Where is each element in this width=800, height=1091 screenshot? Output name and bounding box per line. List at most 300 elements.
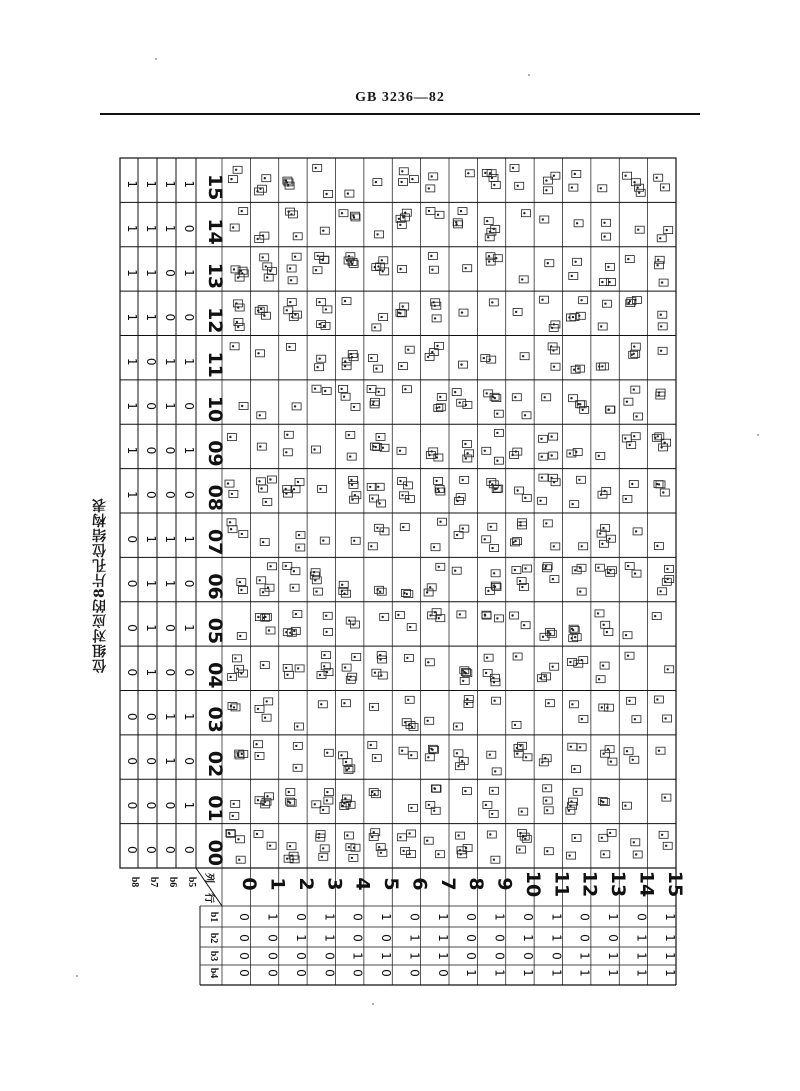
- col-bit-08-0: 1: [125, 490, 139, 499]
- punched-hole-pattern-icon: [489, 299, 498, 306]
- row-bit-11-0: 1: [549, 913, 564, 921]
- hole-dot: [572, 316, 574, 318]
- hole-dot: [287, 800, 289, 802]
- punched-hole-pattern-icon: [462, 441, 471, 448]
- hole-dot: [628, 700, 630, 702]
- col-code-05: 05: [204, 617, 226, 645]
- hole-dot: [399, 268, 401, 270]
- hole-dot: [268, 629, 270, 631]
- punched-hole-pattern-icon: [457, 399, 466, 406]
- punched-hole-pattern-icon: [607, 829, 616, 836]
- punched-hole-pattern-icon: [409, 804, 418, 811]
- punched-hole-pattern-icon: [596, 676, 605, 683]
- punched-hole-pattern-icon: [489, 174, 498, 181]
- hole-dot: [325, 615, 327, 617]
- punched-hole-pattern-icon: [295, 478, 304, 485]
- hole-dot: [380, 674, 382, 676]
- punched-hole-pattern-icon: [352, 492, 361, 499]
- hole-dot: [298, 534, 300, 536]
- hole-dot: [379, 654, 381, 656]
- hole-dot: [374, 757, 376, 759]
- punched-hole-pattern-icon: [290, 584, 299, 591]
- punched-hole-pattern-icon: [513, 653, 522, 660]
- punched-hole-pattern-icon: [237, 579, 246, 586]
- punched-hole-pattern-icon: [425, 754, 434, 761]
- row-bit-11-2: 0: [549, 952, 564, 960]
- hole-dot: [491, 547, 493, 549]
- row-bit-1-0: 1: [265, 913, 280, 921]
- punched-hole-pattern-icon: [235, 665, 244, 672]
- hole-dot: [546, 850, 548, 852]
- hole-dot: [633, 841, 635, 843]
- punched-hole-pattern-icon: [432, 315, 441, 322]
- punched-hole-pattern-icon: [546, 700, 555, 707]
- hole-dot: [288, 791, 290, 793]
- hole-dot: [257, 616, 259, 618]
- punched-hole-pattern-icon: [659, 444, 668, 451]
- hole-dot: [540, 438, 542, 440]
- punched-hole-pattern-icon: [664, 227, 673, 234]
- punched-hole-pattern-icon: [408, 752, 417, 759]
- punched-hole-pattern-icon: [518, 742, 527, 749]
- row-bit-3-1: 1: [322, 934, 337, 942]
- hole-dot: [295, 745, 297, 747]
- row-bit-14-0: 0: [634, 913, 649, 921]
- scan-speck: [528, 74, 530, 76]
- punched-hole-pattern-icon: [313, 267, 322, 274]
- punched-hole-pattern-icon: [512, 721, 521, 728]
- punched-hole-pattern-icon: [494, 615, 503, 622]
- col-bit-11-1: 0: [144, 357, 158, 366]
- hole-dot: [382, 447, 384, 449]
- hole-dot: [371, 497, 373, 499]
- punched-hole-pattern-icon: [352, 654, 361, 661]
- punched-hole-pattern-icon: [623, 632, 632, 639]
- hole-dot: [256, 833, 258, 835]
- punched-hole-pattern-icon: [427, 584, 436, 591]
- punched-hole-pattern-icon: [378, 672, 387, 679]
- hole-dot: [544, 757, 546, 759]
- row-header-b3: b3: [208, 950, 219, 962]
- hole-dot: [656, 698, 658, 700]
- hole-dot: [315, 167, 317, 169]
- hole-dot: [428, 187, 430, 189]
- hole-dot: [657, 435, 659, 437]
- hole-dot: [286, 674, 288, 676]
- punched-hole-pattern-icon: [652, 434, 661, 441]
- hole-dot: [323, 654, 325, 656]
- hole-dot: [552, 578, 554, 580]
- hole-dot: [514, 396, 516, 398]
- col-bit-01-3: 1: [182, 801, 196, 810]
- hole-dot: [570, 746, 572, 748]
- row-bit-14-1: 1: [634, 934, 649, 942]
- punched-hole-pattern-icon: [513, 308, 522, 315]
- hole-dot: [515, 655, 517, 657]
- hole-dot: [342, 805, 344, 807]
- hole-dot: [373, 831, 375, 833]
- hole-dot: [661, 281, 663, 283]
- hole-dot: [552, 349, 554, 351]
- hole-dot: [259, 579, 261, 581]
- punched-hole-pattern-icon: [376, 388, 385, 395]
- hole-dot: [568, 854, 570, 856]
- hole-dot: [266, 795, 268, 797]
- hole-dot: [654, 437, 656, 439]
- hole-dot: [633, 388, 635, 390]
- hole-dot: [462, 527, 464, 529]
- hole-dot: [545, 522, 547, 524]
- hole-dot: [382, 270, 384, 272]
- row-bit-2-0: 0: [293, 913, 308, 921]
- hole-dot: [374, 672, 376, 674]
- row-bit-10-2: 0: [520, 952, 535, 960]
- punched-hole-pattern-icon: [600, 662, 609, 669]
- hole-dot: [318, 301, 320, 303]
- punched-hole-pattern-icon: [658, 323, 667, 330]
- punched-hole-pattern-icon: [424, 589, 433, 596]
- hole-dot: [238, 859, 240, 861]
- punched-hole-pattern-icon: [339, 752, 348, 759]
- col-bit-05-0: 0: [125, 624, 139, 632]
- punched-hole-pattern-icon: [431, 544, 440, 551]
- hole-dot: [369, 486, 371, 488]
- hole-dot: [408, 832, 410, 834]
- punched-hole-pattern-icon: [341, 393, 350, 400]
- hole-dot: [411, 726, 413, 728]
- hole-dot: [579, 403, 581, 405]
- hole-dot: [598, 455, 600, 457]
- punched-hole-pattern-icon: [318, 485, 327, 492]
- punched-hole-pattern-icon: [285, 671, 294, 678]
- hole-dot: [241, 753, 243, 755]
- hole-dot: [239, 635, 241, 637]
- punched-hole-pattern-icon: [490, 787, 499, 794]
- hole-dot: [322, 539, 324, 541]
- punched-hole-pattern-icon: [632, 716, 641, 723]
- row-bit-13-2: 1: [606, 952, 621, 960]
- hole-dot: [404, 388, 406, 390]
- col-bit-03-3: 1: [182, 712, 196, 721]
- hole-dot: [294, 405, 296, 407]
- punched-hole-pattern-icon: [368, 742, 377, 749]
- hole-dot: [466, 698, 468, 700]
- punched-hole-pattern-icon: [595, 564, 604, 571]
- hole-dot: [661, 834, 663, 836]
- row-bit-12-1: 0: [577, 934, 592, 942]
- row-code-1: 1: [266, 877, 289, 891]
- hole-dot: [428, 210, 430, 212]
- hole-dot: [545, 189, 547, 191]
- hole-dot: [340, 754, 342, 756]
- row-bit-7-0: 1: [435, 913, 450, 921]
- hole-dot: [455, 223, 457, 225]
- hole-dot: [269, 478, 271, 480]
- hole-dot: [515, 311, 517, 313]
- punched-hole-pattern-icon: [317, 672, 326, 679]
- punched-hole-pattern-icon: [459, 309, 468, 316]
- hole-dot: [380, 852, 382, 854]
- punched-hole-pattern-icon: [487, 356, 496, 363]
- hole-dot: [484, 450, 486, 452]
- hole-dot: [350, 479, 352, 481]
- col-bit-03-0: 0: [125, 712, 139, 721]
- hole-dot: [321, 856, 323, 858]
- hole-dot: [547, 262, 549, 264]
- hole-dot: [636, 187, 638, 189]
- hole-dot: [297, 667, 299, 669]
- hole-dot: [431, 269, 433, 271]
- punched-hole-pattern-icon: [438, 518, 447, 525]
- punched-hole-pattern-icon: [482, 536, 491, 543]
- hole-dot: [233, 706, 235, 708]
- hole-dot: [545, 799, 547, 801]
- punched-hole-pattern-icon: [317, 355, 326, 362]
- col-bit-13-1: 1: [144, 269, 158, 277]
- punched-hole-pattern-icon: [237, 633, 246, 640]
- hole-dot: [598, 678, 600, 680]
- punched-hole-pattern-icon: [576, 476, 585, 483]
- hole-dot: [545, 787, 547, 789]
- hole-dot: [266, 700, 268, 702]
- hole-dot: [285, 451, 287, 453]
- hole-dot: [325, 631, 327, 633]
- punched-hole-pattern-icon: [459, 757, 468, 764]
- hole-dot: [629, 444, 631, 446]
- scan-speck: [757, 434, 759, 436]
- hole-dot: [433, 301, 435, 303]
- row-bit-5-3: 0: [379, 969, 394, 977]
- hole-dot: [370, 357, 372, 359]
- punched-hole-pattern-icon: [458, 208, 467, 215]
- punched-hole-pattern-icon: [287, 265, 296, 272]
- hole-dot: [455, 725, 457, 727]
- punched-hole-pattern-icon: [239, 403, 248, 410]
- punched-hole-pattern-icon: [652, 613, 661, 620]
- hole-dot: [524, 838, 526, 840]
- punched-hole-pattern-icon: [256, 350, 265, 357]
- hole-dot: [465, 267, 467, 269]
- punched-hole-pattern-icon: [265, 793, 274, 800]
- punched-hole-pattern-icon: [399, 747, 408, 754]
- hole-dot: [323, 665, 325, 667]
- hole-dot: [400, 365, 402, 367]
- punched-hole-pattern-icon: [604, 704, 613, 711]
- hole-dot: [427, 720, 429, 722]
- col-code-08: 08: [204, 484, 226, 512]
- hole-dot: [257, 755, 259, 757]
- hole-dot: [406, 593, 408, 595]
- hole-dot: [667, 578, 669, 580]
- hole-dot: [378, 436, 380, 438]
- hole-dot: [437, 488, 439, 490]
- punched-hole-pattern-icon: [539, 453, 548, 460]
- punched-hole-pattern-icon: [492, 768, 501, 775]
- punched-hole-pattern-icon: [437, 394, 446, 401]
- punched-hole-pattern-icon: [632, 179, 641, 186]
- punched-hole-pattern-icon: [601, 851, 610, 858]
- hole-dot: [229, 436, 231, 438]
- punched-hole-pattern-icon: [567, 852, 576, 859]
- hole-dot: [263, 315, 265, 317]
- hole-dot: [602, 753, 604, 755]
- punched-hole-pattern-icon: [515, 487, 524, 494]
- hole-dot: [264, 717, 266, 719]
- punched-hole-pattern-icon: [371, 398, 380, 405]
- hole-dot: [664, 796, 666, 798]
- hole-dot: [663, 442, 665, 444]
- punched-hole-pattern-icon: [425, 717, 434, 724]
- hole-dot: [521, 586, 523, 588]
- hole-dot: [521, 278, 523, 280]
- hole-dot: [287, 210, 289, 212]
- hole-dot: [378, 391, 380, 393]
- hole-dot: [547, 702, 549, 704]
- punched-hole-pattern-icon: [261, 312, 270, 319]
- punched-hole-pattern-icon: [402, 386, 411, 393]
- hole-dot: [660, 314, 662, 316]
- hole-dot: [352, 215, 354, 217]
- punched-hole-pattern-icon: [322, 652, 331, 659]
- punched-hole-pattern-icon: [317, 299, 326, 306]
- col-code-14: 14: [204, 218, 226, 245]
- row-bit-12-3: 1: [577, 969, 592, 977]
- hole-dot: [285, 667, 287, 669]
- col-bit-04-3: 0: [182, 668, 196, 677]
- row-bit-14-3: 1: [634, 969, 649, 977]
- hole-dot: [371, 706, 373, 708]
- hole-dot: [553, 545, 555, 547]
- hole-dot: [462, 680, 464, 682]
- col-bit-11-3: 1: [182, 357, 196, 366]
- punched-hole-pattern-icon: [542, 755, 551, 762]
- col-bit-00-3: 0: [182, 845, 196, 854]
- hole-dot: [233, 268, 235, 270]
- punched-hole-pattern-icon: [287, 299, 296, 306]
- punched-hole-pattern-icon: [598, 323, 607, 330]
- punched-hole-pattern-icon: [344, 832, 353, 839]
- punched-hole-pattern-icon: [238, 587, 247, 594]
- hole-dot: [600, 325, 602, 327]
- row-bit-5-0: 1: [379, 913, 394, 921]
- col-bit-08-3: 0: [182, 490, 196, 499]
- punched-hole-pattern-icon: [342, 358, 351, 365]
- punched-hole-pattern-icon: [607, 535, 616, 542]
- punched-hole-pattern-icon: [463, 455, 472, 462]
- punched-hole-pattern-icon: [378, 656, 387, 663]
- hole-dot: [576, 663, 578, 665]
- punched-hole-pattern-icon: [568, 743, 577, 750]
- hole-dot: [491, 813, 493, 815]
- hole-dot: [576, 222, 578, 224]
- hole-dot: [569, 805, 571, 807]
- punched-hole-pattern-icon: [602, 300, 611, 307]
- punched-hole-pattern-icon: [465, 450, 474, 457]
- punched-hole-pattern-icon: [324, 191, 333, 198]
- hole-dot: [230, 528, 232, 530]
- hole-dot: [518, 848, 520, 850]
- punched-hole-pattern-icon: [491, 182, 500, 189]
- punched-hole-pattern-icon: [464, 696, 473, 703]
- punched-hole-pattern-icon: [255, 797, 264, 804]
- col-header-b7: b7: [148, 876, 159, 888]
- punched-hole-pattern-icon: [572, 834, 581, 841]
- row-bit-9-1: 0: [492, 934, 507, 942]
- punched-hole-pattern-icon: [662, 794, 671, 801]
- hole-dot: [489, 833, 491, 835]
- hole-dot: [523, 624, 525, 626]
- hole-dot: [609, 832, 611, 834]
- punched-hole-pattern-icon: [596, 452, 605, 459]
- punched-hole-pattern-icon: [543, 797, 552, 804]
- punched-hole-pattern-icon: [658, 347, 667, 354]
- row-header-b1: b1: [208, 911, 219, 923]
- row-bit-6-2: 1: [407, 952, 422, 960]
- punched-hole-pattern-icon: [425, 659, 434, 666]
- col-bit-01-1: 0: [144, 801, 158, 810]
- punched-hole-pattern-icon: [314, 588, 323, 595]
- punched-hole-pattern-icon: [231, 800, 240, 807]
- hole-dot: [658, 483, 660, 485]
- hole-dot: [489, 358, 491, 360]
- punched-hole-pattern-icon: [656, 389, 665, 396]
- punched-hole-pattern-icon: [519, 276, 528, 283]
- hole-dot: [633, 345, 635, 347]
- row-header-b4: b4: [208, 967, 219, 979]
- hole-dot: [456, 752, 458, 754]
- hole-dot: [601, 281, 603, 283]
- hole-dot: [399, 224, 401, 226]
- hole-dot: [402, 850, 404, 852]
- hole-dot: [372, 445, 374, 447]
- hole-dot: [654, 615, 656, 617]
- punched-hole-pattern-icon: [319, 853, 328, 860]
- hole-dot: [237, 838, 239, 840]
- punched-hole-pattern-icon: [257, 412, 266, 419]
- punched-hole-pattern-icon: [491, 226, 500, 233]
- punched-hole-pattern-icon: [463, 401, 472, 408]
- punched-hole-pattern-icon: [406, 722, 415, 729]
- punched-hole-pattern-icon: [488, 523, 497, 530]
- hole-dot: [429, 586, 431, 588]
- punched-hole-pattern-icon: [660, 489, 669, 496]
- hole-dot: [524, 414, 526, 416]
- hole-dot: [370, 744, 372, 746]
- hole-dot: [487, 590, 489, 592]
- punched-hole-pattern-icon: [523, 754, 532, 761]
- punched-hole-pattern-icon: [342, 363, 351, 370]
- hole-dot: [601, 706, 603, 708]
- col-code-02: 02: [204, 750, 226, 778]
- punched-hole-pattern-icon: [322, 388, 331, 395]
- hole-dot: [519, 524, 521, 526]
- punched-hole-pattern-icon: [543, 187, 552, 194]
- punched-hole-pattern-icon: [292, 253, 301, 260]
- hole-dot: [455, 221, 457, 223]
- hole-dot: [437, 214, 439, 216]
- punched-hole-pattern-icon: [512, 567, 521, 574]
- punched-hole-pattern-icon: [287, 343, 296, 350]
- punched-hole-pattern-icon: [347, 453, 356, 460]
- row-code-3: 3: [323, 877, 346, 891]
- hole-dot: [631, 483, 633, 485]
- hole-dot: [430, 255, 432, 257]
- punched-hole-pattern-icon: [454, 750, 463, 757]
- punched-hole-pattern-icon: [517, 846, 526, 853]
- col-bit-04-1: 1: [144, 668, 158, 677]
- hole-dot: [296, 725, 298, 727]
- hole-dot: [578, 479, 580, 481]
